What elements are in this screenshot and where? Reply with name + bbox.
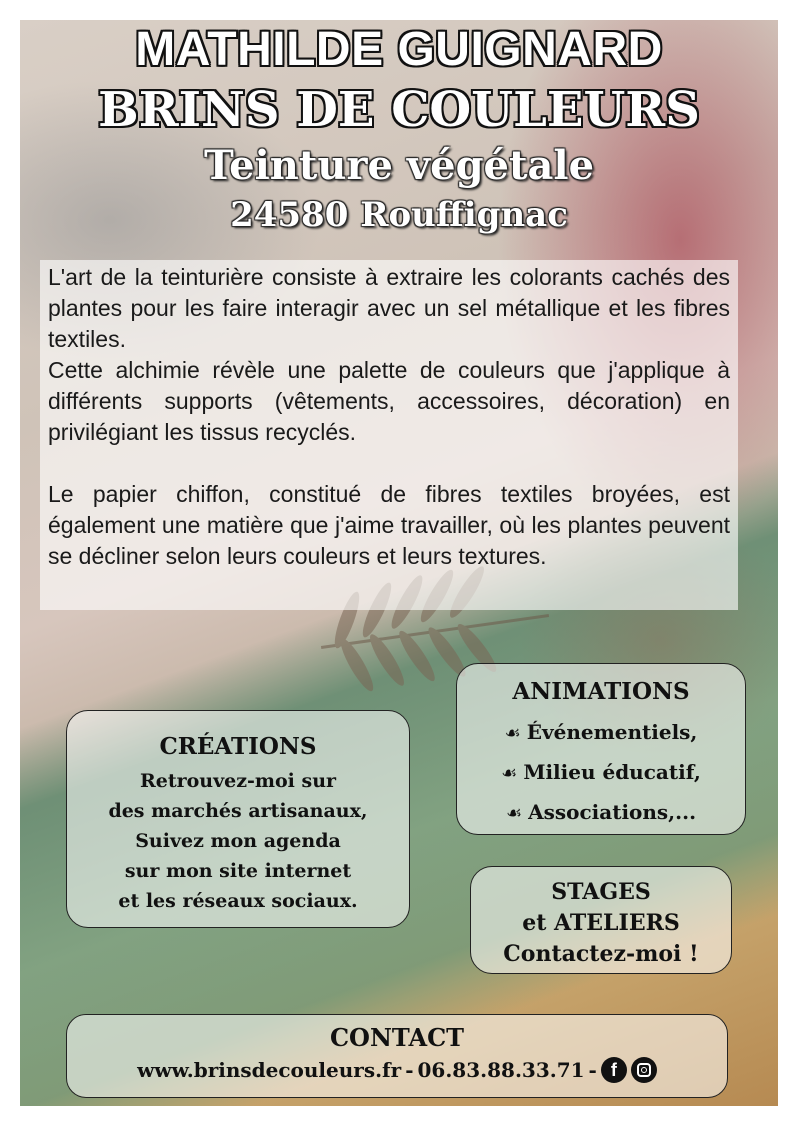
intro-paragraph-3: Le papier chiffon, constitué de fibres textiles broyées, est également une matière que j'aime travailler, où les plantes peuvent se décliner selon leurs couleurs et leurs textures.: [48, 481, 730, 569]
brand-name: BRINS DE COULEURS: [98, 82, 700, 138]
creations-box: [66, 710, 410, 928]
animation-item: ☙ Événementiels,: [504, 720, 698, 744]
stages-box: [470, 866, 732, 974]
stages-subtitle: et ATELIERS: [522, 910, 680, 936]
intro-paragraph-2: Cette alchimie révèle une palette de couleurs que j'applique à différents supports (vêtements, accessoires, décoration) en privilégiant les tissus recyclés.: [48, 357, 730, 445]
facebook-icon[interactable]: f: [601, 1057, 627, 1083]
activity-title: Teinture végétale: [203, 142, 595, 189]
creations-line: des marchés artisanaux,: [108, 800, 368, 822]
location: 24580 Rouffignac: [230, 195, 568, 235]
creations-title: CRÉATIONS: [159, 733, 317, 760]
ornament-icon: ☙: [505, 803, 523, 824]
poster: [20, 20, 778, 1106]
phone-number[interactable]: 06.83.88.33.71: [417, 1058, 585, 1082]
contact-title: CONTACT: [329, 1023, 465, 1052]
creations-line: sur mon site internet: [124, 860, 352, 882]
title-block: [20, 23, 778, 235]
creations-line: et les réseaux sociaux.: [118, 890, 358, 912]
instagram-icon[interactable]: [631, 1057, 657, 1083]
animations-box: [456, 663, 746, 835]
animation-item: ☙ Associations,...: [505, 800, 697, 824]
ornament-icon: ☙: [501, 763, 518, 784]
animation-item: ☙ Milieu éducatif,: [501, 760, 701, 784]
artist-name: MATHILDE GUIGNARD: [135, 23, 663, 76]
website-link[interactable]: www.brinsdecouleurs.fr: [137, 1058, 402, 1082]
creations-line: Suivez mon agenda: [135, 830, 341, 852]
animations-title: ANIMATIONS: [512, 678, 690, 705]
creations-line: Retrouvez-moi sur: [139, 770, 337, 792]
separator: -: [588, 1058, 597, 1082]
intro-paragraph-1: L'art de la teinturière consiste à extraire les colorants cachés des plantes pour les faire interagir avec un sel métallique et les fibres textiles.: [48, 264, 730, 352]
contact-row: [67, 1053, 727, 1087]
separator: -: [405, 1058, 414, 1082]
intro-text: [40, 260, 738, 610]
stages-cta: Contactez-moi !: [503, 941, 699, 967]
ornament-icon: ☙: [504, 723, 521, 744]
contact-box: [66, 1014, 728, 1098]
stages-title: STAGES: [551, 879, 651, 905]
